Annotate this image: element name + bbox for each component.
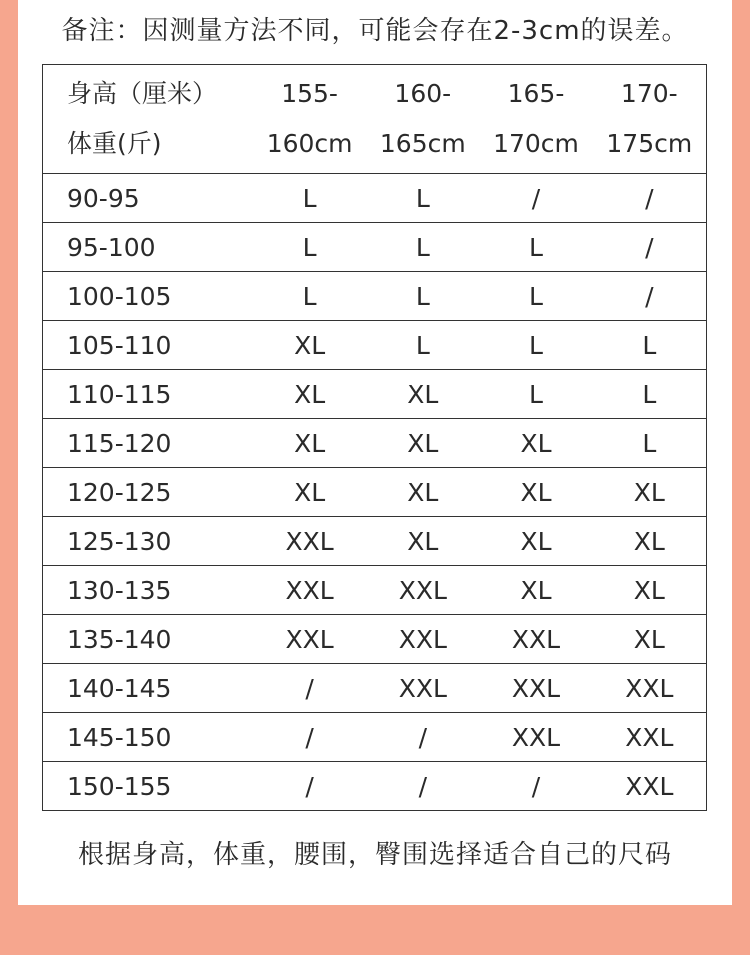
size-cell: L [593, 419, 707, 468]
size-cell: XL [479, 566, 592, 615]
size-cell: XL [366, 517, 479, 566]
height-column-header: 165- 170cm [493, 79, 579, 158]
table-header-row [43, 65, 707, 174]
size-cell: / [366, 713, 479, 762]
size-cell: XXL [593, 664, 707, 713]
size-cell: L [253, 174, 366, 223]
size-cell: XXL [593, 762, 707, 811]
size-cell: XL [593, 517, 707, 566]
size-cell: XL [253, 468, 366, 517]
weight-range-cell: 120-125 [43, 468, 254, 517]
size-cell: L [253, 272, 366, 321]
table-row [43, 762, 707, 811]
size-cell: L [479, 321, 592, 370]
size-cell: / [593, 223, 707, 272]
table-row [43, 321, 707, 370]
header-row-label [43, 65, 254, 174]
weight-unit-label: 体重(斤) [67, 129, 162, 158]
size-cell: XL [479, 468, 592, 517]
size-cell: XL [366, 370, 479, 419]
size-cell: / [253, 762, 366, 811]
size-cell: L [479, 272, 592, 321]
size-cell: / [593, 174, 707, 223]
size-cell: XXL [253, 615, 366, 664]
size-cell: XXL [479, 664, 592, 713]
size-cell: L [593, 321, 707, 370]
weight-range-cell: 125-130 [43, 517, 254, 566]
size-cell: XL [253, 370, 366, 419]
table-row [43, 174, 707, 223]
size-cell: XXL [479, 713, 592, 762]
table-row [43, 370, 707, 419]
size-chart-card [18, 0, 732, 905]
size-cell: L [366, 272, 479, 321]
weight-range-cell: 100-105 [43, 272, 254, 321]
size-cell: XL [366, 419, 479, 468]
table-row [43, 517, 707, 566]
size-cell: L [366, 223, 479, 272]
size-cell: / [366, 762, 479, 811]
height-column-header: 170- 175cm [606, 79, 693, 158]
weight-range-cell: 90-95 [43, 174, 254, 223]
size-table [42, 64, 707, 811]
size-cell: XL [593, 566, 707, 615]
size-cell: XXL [479, 615, 592, 664]
table-row [43, 419, 707, 468]
table-row [43, 615, 707, 664]
size-cell: XL [479, 517, 592, 566]
size-cell: / [593, 272, 707, 321]
weight-range-cell: 130-135 [43, 566, 254, 615]
table-row [43, 468, 707, 517]
size-cell: XXL [253, 517, 366, 566]
size-cell: XL [366, 468, 479, 517]
height-column-header: 160- 165cm [379, 79, 466, 158]
size-cell: XXL [593, 713, 707, 762]
measurement-note: 备注：因测量方法不同，可能会存在2-3cm的误差。 [61, 16, 689, 46]
weight-range-cell: 140-145 [43, 664, 254, 713]
size-cell: XXL [253, 566, 366, 615]
table-row [43, 223, 707, 272]
size-cell: / [253, 713, 366, 762]
size-cell: XXL [366, 566, 479, 615]
size-cell: XXL [366, 664, 479, 713]
weight-range-cell: 135-140 [43, 615, 254, 664]
weight-range-cell: 145-150 [43, 713, 254, 762]
table-row [43, 713, 707, 762]
size-cell: L [593, 370, 707, 419]
size-cell: L [479, 223, 592, 272]
size-cell: L [479, 370, 592, 419]
weight-range-cell: 110-115 [43, 370, 254, 419]
height-unit-label: 身高（厘米） [67, 79, 218, 108]
size-cell: XL [253, 419, 366, 468]
size-cell: / [253, 664, 366, 713]
table-row [43, 664, 707, 713]
size-cell: L [253, 223, 366, 272]
size-cell: XL [253, 321, 366, 370]
size-cell: / [479, 174, 592, 223]
size-cell: XL [593, 468, 707, 517]
size-cell: / [479, 762, 592, 811]
weight-range-cell: 115-120 [43, 419, 254, 468]
weight-range-cell: 150-155 [43, 762, 254, 811]
weight-range-cell: 95-100 [43, 223, 254, 272]
table-row [43, 272, 707, 321]
size-advice-footer: 根据身高，体重，腰围，臀围选择适合自己的尺码 [77, 840, 672, 870]
size-cell: L [366, 321, 479, 370]
size-cell: L [366, 174, 479, 223]
height-column-header: 155- 160cm [266, 79, 353, 158]
size-cell: XL [479, 419, 592, 468]
size-cell: XXL [366, 615, 479, 664]
table-row [43, 566, 707, 615]
size-cell: XL [593, 615, 707, 664]
weight-range-cell: 105-110 [43, 321, 254, 370]
